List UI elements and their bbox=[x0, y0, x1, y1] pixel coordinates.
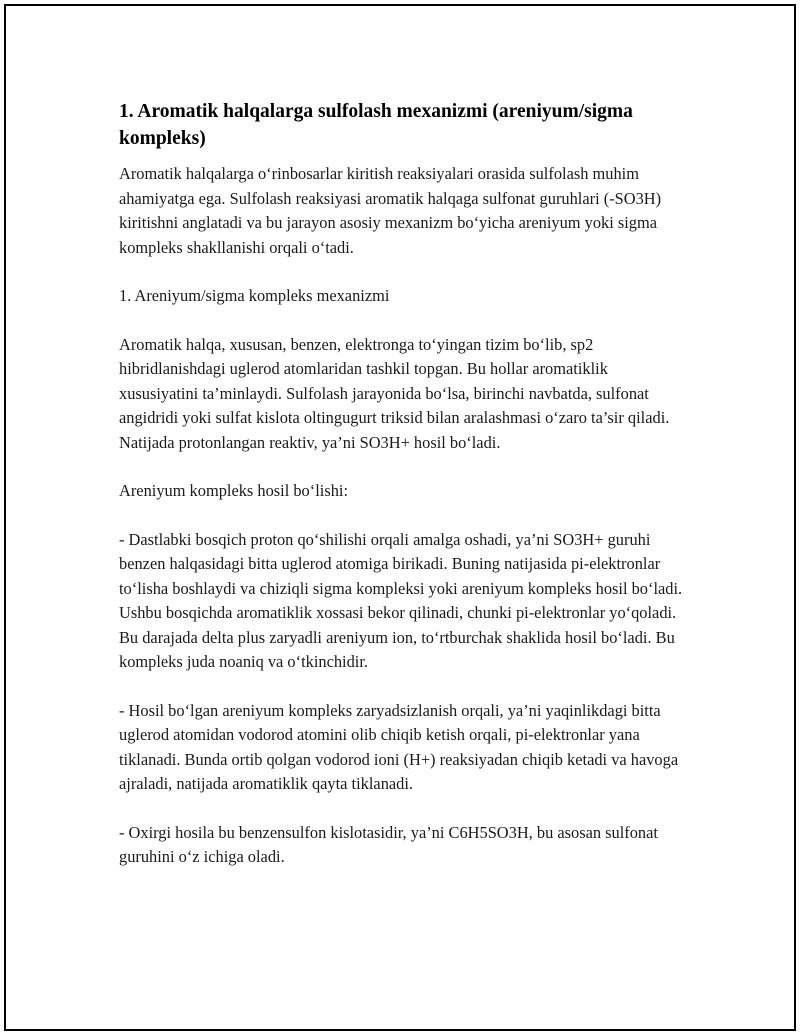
arenium-formation-heading: Areniyum kompleks hosil bo‘lishi: bbox=[119, 481, 349, 500]
document-body bbox=[119, 98, 689, 894]
aromatic-ring-paragraph: Aromatik halqa, xususan, benzen, elektronga to‘yingan tizim bo‘lib, sp2 hibridlanishdagi uglerod atomlaridan tashkil topgan. Bu hollar aromatiklik xususiyatini ta’minlaydi. Sulfolash jarayonida bo‘lsa, birinchi navbatda, sulfonat angidridi yoki sulfat kislota oltingugurt triksid bilan aralashmasi o‘zaro ta’sir qiladi. Natijada protonlangan reaktiv, ya’ni SO3H+ hosil bo‘ladi. bbox=[119, 334, 670, 452]
step-two-paragraph: - Hosil bo‘lgan areniyum kompleks zaryadsizlanish orqali, ya’ni yaqinlikdagi bitta uglerod atomidan vodorod atomini olib chiqib ketish orqali, pi-elektronlar yana tiklanadi. Bunda ortib qolgan vodorod ioni (H+) reaksiyadan chiqib ketadi va havoga ajraladi, natijada aromatiklik qayta tiklanadi. bbox=[119, 700, 679, 793]
subsection-heading: 1. Areniyum/sigma kompleks mexanizmi bbox=[119, 286, 390, 305]
section-heading: 1. Aromatik halqalarga sulfolash mexanizmi (areniyum/sigma kompleks) bbox=[119, 101, 633, 149]
final-product-paragraph: - Oxirgi hosila bu benzensulfon kislotasidir, ya’ni C6H5SO3H, bu asosan sulfonat guruhini o‘z ichiga oladi. bbox=[119, 822, 658, 866]
document-page bbox=[4, 4, 796, 1031]
step-one-paragraph: - Dastlabki bosqich proton qo‘shilishi orqali amalga oshadi, ya’ni SO3H+ guruhi benzen halqasidagi bitta uglerod atomiga birikadi. Buning natijasida pi-elektronlar to‘lisha boshlaydi va chiziqli sigma kompleksi yoki areniyum kompleks hosil bo‘ladi. Ushbu bosqichda aromatiklik xossasi bekor qilinadi, chunki pi-elektronlar yo‘qoladi. Bu darajada delta plus zaryadli areniyum ion, to‘rtburchak shaklida hosil bo‘ladi. Bu kompleks juda noaniq va o‘tkinchidir. bbox=[119, 529, 683, 671]
intro-paragraph: Aromatik halqalarga o‘rinbosarlar kiritish reaksiyalari orasida sulfolash muhim ahamiyatga ega. Sulfolash reaksiyasi aromatik halqaga sulfonat guruhlari (-SO3H) kiritishni anglatadi va bu jarayon asosiy mexanizm bo‘yicha areniyum yoki sigma kompleks shakllanishi orqali o‘tadi. bbox=[119, 164, 662, 257]
